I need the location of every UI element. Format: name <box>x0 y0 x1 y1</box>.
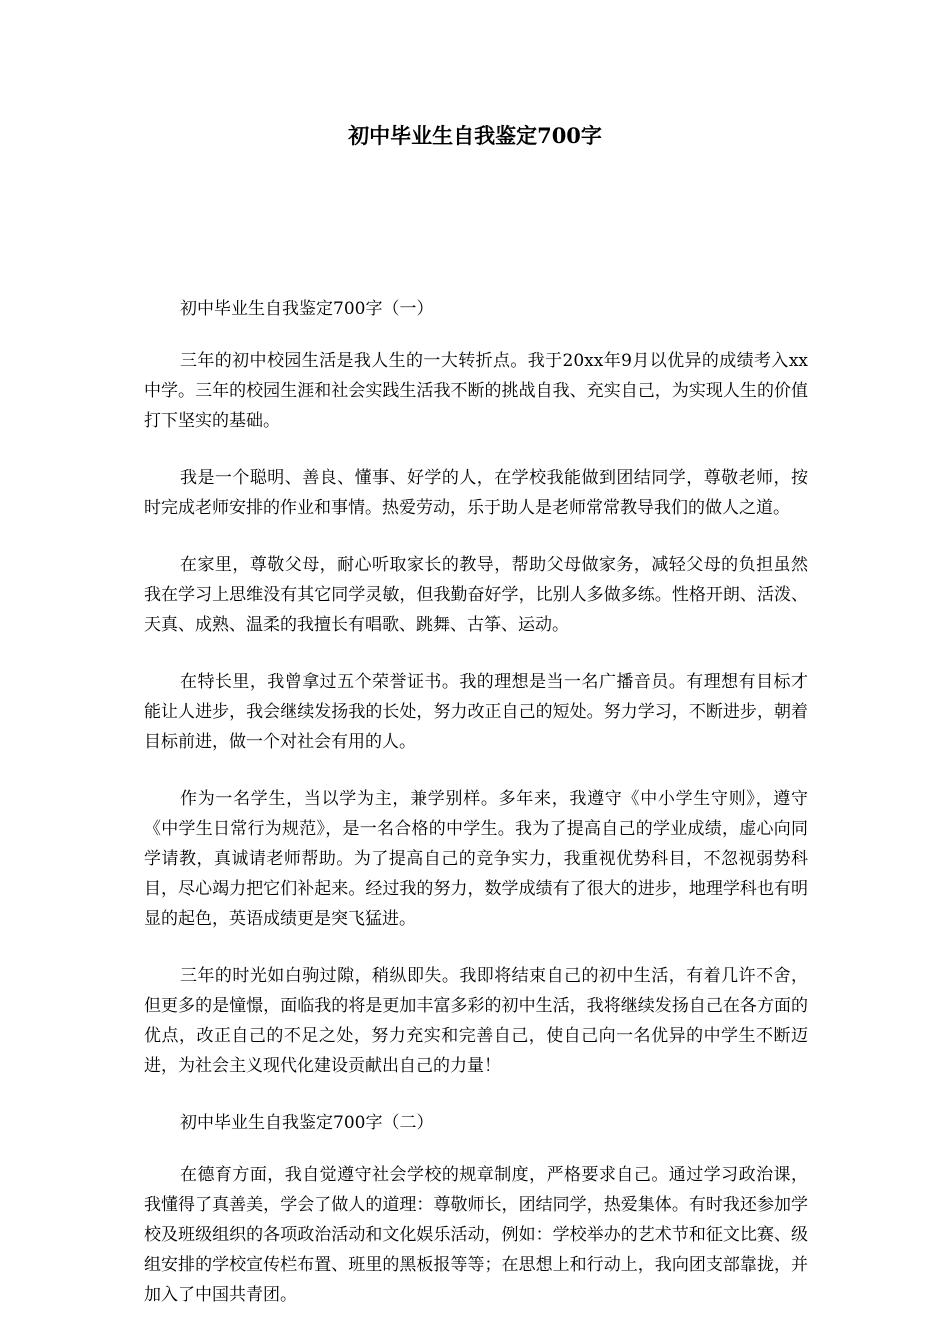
paragraph: 三年的时光如白驹过隙，稍纵即失。我即将结束自己的初中生活，有着几许不舍，但更多的是憧憬，面临我的将是更加丰富多彩的初中生活，我将继续发扬自己在各方面的优点，改正自己的不足之处，努力充实和完善自己，使自己向一名优异的中学生不断迈进，为社会主义现代化建设贡献出自己的力量！ <box>144 966 808 1076</box>
document-body <box>144 294 808 1337</box>
section-heading-2: 初中毕业生自我鉴定700字（二） <box>180 1113 434 1133</box>
section-heading-1: 初中毕业生自我鉴定700字（一） <box>180 299 434 319</box>
document-title: 初中毕业生自我鉴定700字 <box>348 123 602 148</box>
paragraph: 在德育方面，我自觉遵守社会学校的规章制度，严格要求自己。通过学习政治课，我懂得了真善美，学会了做人的道理：尊敬师长，团结同学，热爱集体。有时我还参加学校及班级组织的各项政治活动和文化娱乐活动，例如：学校举办的艺术节和征文比赛、级组安排的学校宣传栏布置、班里的黑板报等等；在思想上和行动上，我向团支部靠拢，并加入了中国共青团。 <box>144 1165 808 1305</box>
paragraph: 三年的初中校园生活是我人生的一大转折点。我于20xx年9月以优异的成绩考入xx中学。三年的校园生涯和社会实践生活我不断的挑战自我、充实自己，为实现人生的价值打下坚实的基础。 <box>144 351 808 431</box>
paragraph: 我是一个聪明、善良、懂事、好学的人，在学校我能做到团结同学，尊敬老师，按时完成老师安排的作业和事情。热爱劳动，乐于助人是老师常常教导我们的做人之道。 <box>144 468 808 518</box>
paragraph: 在特长里，我曾拿过五个荣誉证书。我的理想是当一名广播音员。有理想有目标才能让人进步，我会继续发扬我的长处，努力改正自己的短处。努力学习，不断进步，朝着目标前进，做一个对社会有用的人。 <box>144 672 808 752</box>
paragraph: 在家里，尊敬父母，耐心听取家长的教导，帮助父母做家务，减轻父母的负担虽然我在学习上思维没有其它同学灵敏，但我勤奋好学，比别人多做多练。性格开朗、活泼、天真、成熟、温柔的我擅长有唱歌、跳舞、古筝、运动。 <box>144 555 808 635</box>
paragraph: 作为一名学生，当以学为主，兼学别样。多年来，我遵守《中小学生守则》，遵守《中学生日常行为规范》，是一名合格的中学生。我为了提高自己的学业成绩，虚心向同学请教，真诚请老师帮助。为了提高自己的竞争实力，我重视优势科目，不忽视弱势科目，尽心竭力把它们补起来。经过我的努力，数学成绩有了很大的进步，地理学科也有明显的起色，英语成绩更是突飞猛进。 <box>144 789 808 929</box>
